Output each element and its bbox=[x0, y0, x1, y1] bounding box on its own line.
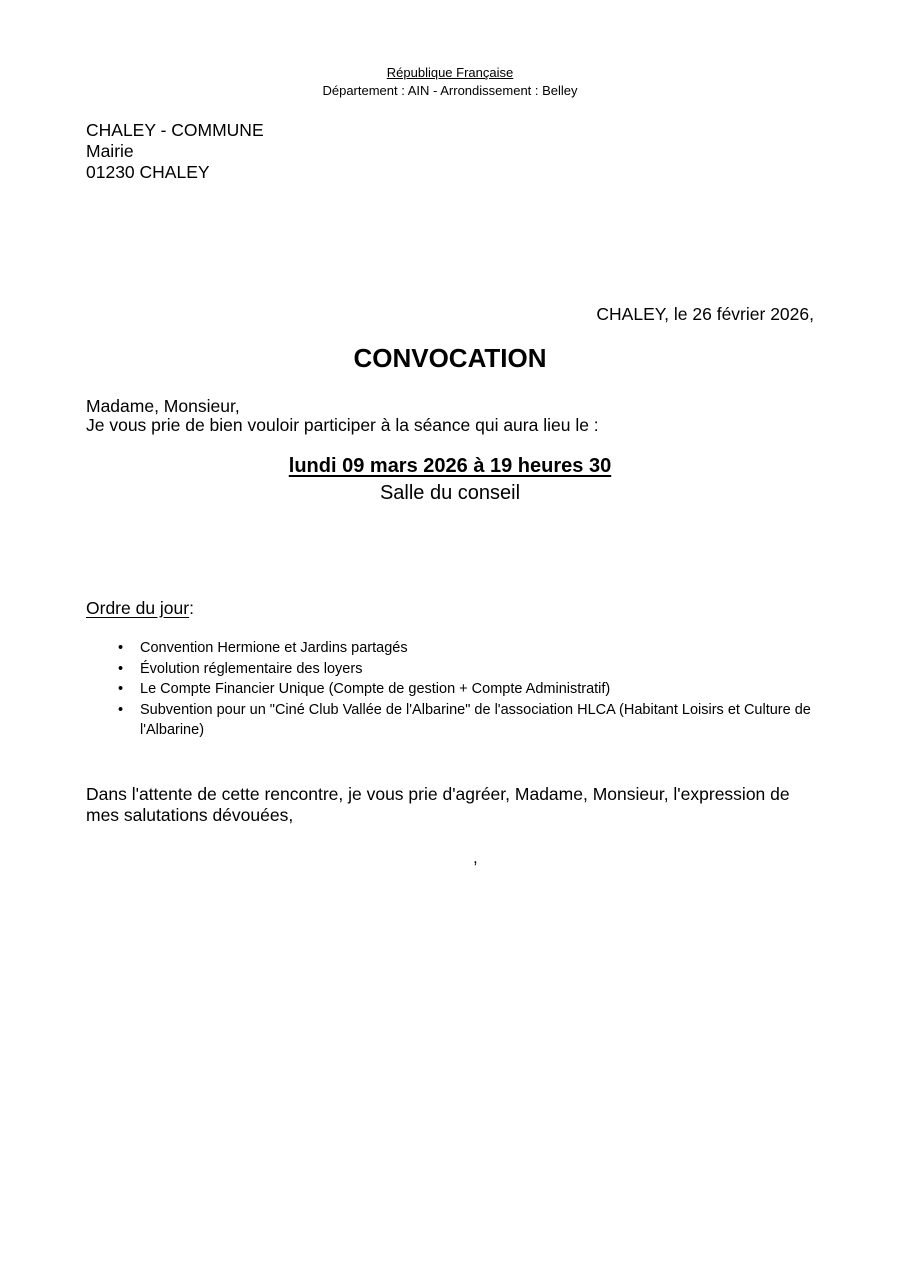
header-republic: République Française bbox=[386, 65, 514, 80]
bullet-icon: • bbox=[118, 640, 124, 656]
agenda-item bbox=[118, 659, 818, 680]
sender-line-2: Mairie bbox=[86, 141, 134, 161]
bullet-icon: • bbox=[118, 681, 124, 697]
signature-placeholder: , bbox=[473, 848, 478, 867]
agenda-label bbox=[86, 598, 194, 619]
meeting-place: Salle du conseil bbox=[379, 482, 521, 504]
agenda-item-text: Subvention pour un "Ciné Club Vallée de l'Albarine" de l'association HLCA (Habitant Loisirs et Culture de l'Albarine) bbox=[140, 701, 811, 738]
meeting-datetime bbox=[0, 454, 900, 479]
closing-paragraph: Dans l'attente de cette rencontre, je vous prie d'agréer, Madame, Monsieur, l'expression de mes salutations dévouées, bbox=[86, 784, 790, 825]
agenda-item bbox=[118, 700, 818, 741]
document-title: CONVOCATION bbox=[353, 343, 547, 373]
salutation bbox=[86, 397, 599, 435]
sender-line-1: CHALEY - COMMUNE bbox=[86, 120, 264, 140]
agenda-item bbox=[118, 638, 818, 659]
sender-line-3: 01230 CHALEY bbox=[86, 162, 210, 182]
agenda-item-text: Le Compte Financier Unique (Compte de gestion + Compte Administratif) bbox=[140, 681, 611, 697]
invitation-text: Je vous prie de bien vouloir participer à la séance qui aura lieu le : bbox=[86, 415, 599, 435]
agenda-label-text: Ordre du jour bbox=[86, 598, 190, 618]
meeting-datetime-text: lundi 09 mars 2026 à 19 heures 30 bbox=[288, 455, 612, 477]
bullet-icon: • bbox=[118, 701, 124, 718]
agenda-list bbox=[118, 638, 818, 741]
greeting: Madame, Monsieur, bbox=[86, 396, 240, 416]
agenda-item-text: Convention Hermione et Jardins partagés bbox=[140, 640, 408, 656]
sender-address bbox=[86, 120, 264, 183]
agenda-item bbox=[118, 679, 818, 700]
bullet-icon: • bbox=[118, 660, 124, 677]
agenda-item-text: Évolution réglementaire des loyers bbox=[140, 660, 363, 677]
date-line: CHALEY, le 26 février 2026, bbox=[596, 304, 814, 324]
header-department: Département : AIN - Arrondissement : Belley bbox=[322, 83, 578, 98]
agenda-label-suffix: : bbox=[189, 598, 194, 618]
